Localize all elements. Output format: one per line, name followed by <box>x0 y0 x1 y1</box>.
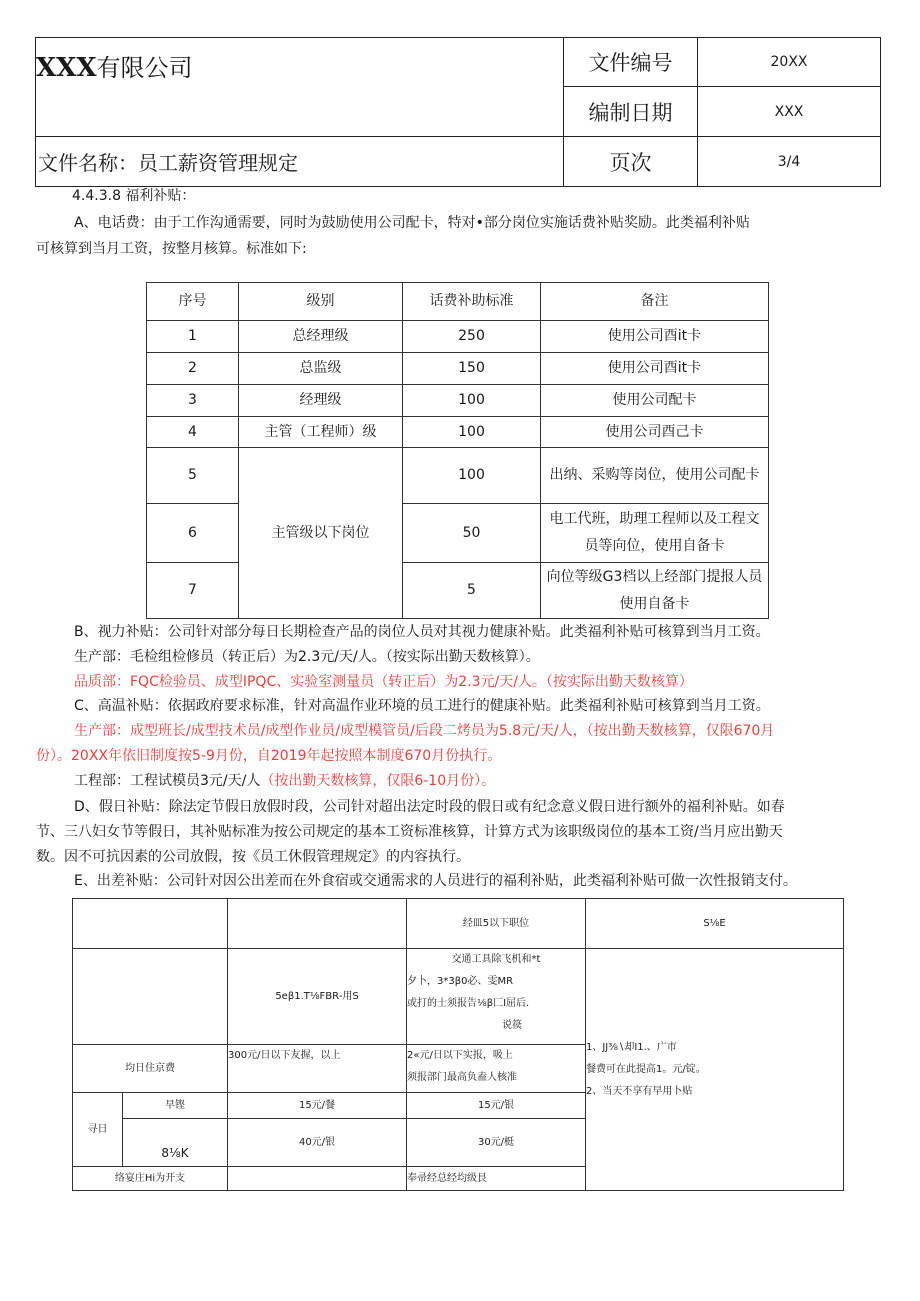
row-number: 4 <box>147 417 239 448</box>
empty-cell <box>73 949 228 1045</box>
table-row <box>147 448 769 504</box>
remark-line: 1、JJ⅜∖却I1.、广市 <box>586 1041 677 1053</box>
transport-line: 夕卜，3*3β0必、雯MR <box>407 976 514 987</box>
column-header: 序号 <box>147 283 239 321</box>
row-note: 使用公司酉it卡 <box>541 321 769 353</box>
row-amount: 150 <box>403 353 541 385</box>
heat-red-line2: 份）。20XX年依旧制度按5-9月份，自2019年起按照本制度670月份执行。 <box>36 748 502 764</box>
doc-number-label: 文件编号 <box>564 38 698 87</box>
other-meal-standard: 40元/银 <box>228 1119 407 1167</box>
travel-intro: E、出差补贴：公司针对因公出差而在外食宿或交通需求的人员进行的福利补贴，此类福利补贴可做一次性报销支付。 <box>74 873 797 889</box>
document-header <box>35 37 881 187</box>
date-label: 编制日期 <box>564 87 698 137</box>
phone-intro-line1: A、电话费：由于工作沟通需要，同时为鼓励使用公司配卡，特对•部分岗位实施话费补贴奖励。此类福利补贴 <box>74 215 750 231</box>
column-header-level: 经皿5以下职位 <box>407 899 586 949</box>
row-amount: 100 <box>403 385 541 417</box>
holiday-line3: 数。因不可抗因素的公司放假，按《员工休假管理规定》的内容执行。 <box>36 849 470 865</box>
entertainment-rule: 奉帚经总经均级艮 <box>407 1167 586 1191</box>
page-value: 3/4 <box>698 137 881 187</box>
row-level: 经理级 <box>239 385 403 417</box>
row-level: 总经理级 <box>239 321 403 353</box>
row-number: 2 <box>147 353 239 385</box>
page-label: 页次 <box>564 137 698 187</box>
table-row <box>147 321 769 353</box>
company-name-bold: XXX <box>36 53 97 83</box>
row-note: 使用公司酉己卡 <box>541 417 769 448</box>
section-heading: 4.4.3.8 福利补贴： <box>72 188 196 204</box>
phone-allowance-table <box>146 282 769 619</box>
vision-line2: 生产部：毛检组检修员（转正后）为2.3元/天/人。（按实际出勤天数核算）。 <box>74 649 540 665</box>
lodging-standard-below <box>407 1045 586 1093</box>
row-level: 主管（工程师）级 <box>239 417 403 448</box>
other-meal-label: 8⅛K <box>123 1119 228 1167</box>
travel-allowance-table <box>72 898 844 1191</box>
table-header-row <box>73 899 844 949</box>
lodging-line: 2«元/日以下实报，吸上 <box>407 1050 513 1061</box>
heat-red-line1: 生产部：成型班长/成型技术员/成型作业员/成型模管员/后段二烤员为5.8元/天/人，（按出勤天数核算，仅限670月 <box>74 723 775 739</box>
transport-line: 说篌 <box>502 1020 522 1031</box>
row-note: 电工代班，助理工程师以及工程文员等向位，使用自备卡 <box>541 504 769 563</box>
table-row <box>147 353 769 385</box>
heat-engineering-note: （按出勤天数核算，仅限6-10月份）。 <box>260 773 496 789</box>
empty-cell <box>73 899 228 949</box>
row-amount: 5 <box>403 563 541 619</box>
holiday-line2: 节、三八妇女节等假日，其补贴标准为按公司规定的基本工资标准核算，计算方式为该职级岗位的基本工资/当月应出勤天 <box>36 824 783 840</box>
breakfast-label: 早铿 <box>123 1093 228 1119</box>
row-number: 1 <box>147 321 239 353</box>
column-header: 话费补助标准 <box>403 283 541 321</box>
doc-number-value: 20XX <box>698 38 881 87</box>
table-header-row <box>147 283 769 321</box>
row-number: 6 <box>147 504 239 563</box>
transport-rule <box>407 949 586 1045</box>
row-level: 主管级以下岗位 <box>239 448 403 619</box>
row-note: 出纳、采购等岗位，使用公司配卡 <box>541 448 769 504</box>
other-meal-standard-below: 30元/梃 <box>407 1119 586 1167</box>
table-row <box>147 385 769 417</box>
table-row <box>73 949 844 1045</box>
breakfast-standard-below: 15元/银 <box>407 1093 586 1119</box>
row-number: 3 <box>147 385 239 417</box>
empty-cell <box>228 899 407 949</box>
empty-cell <box>228 1167 407 1191</box>
date-value: XXX <box>698 87 881 137</box>
row-amount: 100 <box>403 448 541 504</box>
heat-engineering-text: 工程部：工程试模员3元/天/人 <box>74 773 261 789</box>
breakfast-standard: 15元/餐 <box>228 1093 407 1119</box>
remark-line: 餐费可在此提高1。元/锭。 <box>586 1063 706 1075</box>
column-header-remark: S⅛E <box>586 899 844 949</box>
vision-line3: 品质部：FQC检验员、成型IPQC、实验室测量员（转正后）为2.3元/天/人。（按实际出勤天数核算） <box>74 674 693 690</box>
lodging-line: 须报部门最高负盍人核准 <box>407 1072 517 1083</box>
lodging-standard: 300元/日以下友握，以上 <box>228 1045 407 1093</box>
phone-intro-line2: 可核算到当月工资，按整月核算。标准如下: <box>36 241 307 257</box>
company-name <box>36 38 564 137</box>
vision-line1: B、视力补贴：公司针对部分每日长期检查产品的岗位人员对其视力健康补贴。此类福利补贴可核算到当月工资。 <box>74 624 770 640</box>
transport-line: 交通工具除飞机和*t <box>451 954 541 965</box>
company-name-rest: 有限公司 <box>96 54 193 82</box>
lodging-label: 均日住京费 <box>73 1045 228 1093</box>
file-name: 文件名称：员工薪资管理规定 <box>36 137 564 187</box>
row-note: 使用公司配卡 <box>541 385 769 417</box>
row-note: 使用公司酉it卡 <box>541 353 769 385</box>
column-header: 级别 <box>239 283 403 321</box>
table-row <box>147 417 769 448</box>
transport-label: 5eβ1.T⅛FBR-用S <box>228 949 407 1045</box>
transport-line: 或打的士须报告⅛β匚I屈后. <box>407 998 530 1009</box>
row-level: 总监级 <box>239 353 403 385</box>
heat-line1: C、高温补贴：依据政府要求标准，针对高温作业环境的员工进行的健康补贴。此类福利补贴可核算到当月工资。 <box>74 698 770 714</box>
row-number: 7 <box>147 563 239 619</box>
entertainment-label: 络宴庄Hi为开支 <box>73 1167 228 1191</box>
meal-label: 寻日 <box>73 1093 123 1167</box>
column-header: 备注 <box>541 283 769 321</box>
row-note: 向位等级G3档以上经部门提报人员使用自备卡 <box>541 563 769 619</box>
row-amount: 100 <box>403 417 541 448</box>
remark-line: 2、当天不享有早用卜贴 <box>586 1085 693 1097</box>
holiday-line1: D、假日补贴：除法定节假日放假时段，公司针对超出法定时段的假日或有纪念意义假日进行额外的福利补贴。如春 <box>74 799 785 815</box>
row-amount: 50 <box>403 504 541 563</box>
row-amount: 250 <box>403 321 541 353</box>
travel-remarks <box>586 949 844 1191</box>
row-number: 5 <box>147 448 239 504</box>
heat-engineering-line <box>74 769 495 795</box>
